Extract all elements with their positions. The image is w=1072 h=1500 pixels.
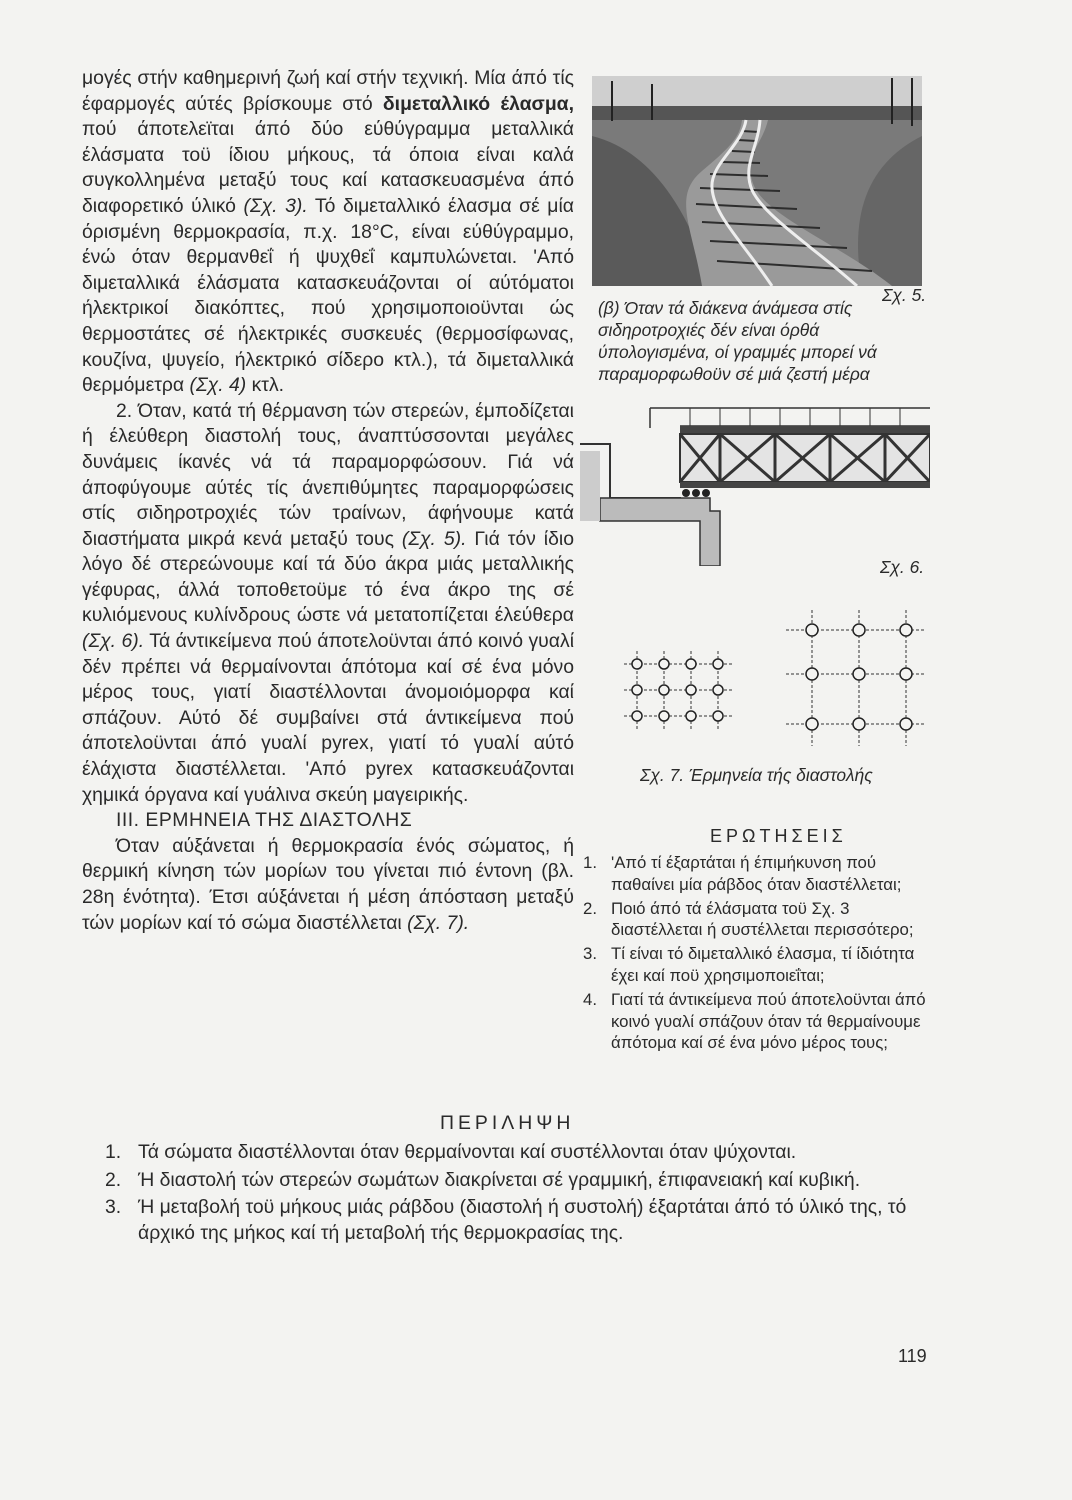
figure-ref: (Σχ. 6).: [82, 630, 145, 653]
section-heading: III. ΕΡΜΗΝΕΙΑ ΤΗΣ ΔΙΑΣΤΟΛΗΣ: [116, 809, 413, 832]
list-item: 1. Τά σώματα διαστέλλονται όταν θερμαίνονται καί συστέλλονται όταν ψύχονται.: [105, 1141, 797, 1163]
summary-list: [105, 1140, 935, 1248]
questions-title: ΕΡΩΤΗΣΕΙΣ: [710, 826, 847, 846]
main-text-column: [82, 66, 574, 936]
fig5-caption: (β) Όταν τά διάκενα άνάμεσα στίς σιδηροτροχιές δέν είναι όρθά ύπολογισμένα, οί γραμμές μπορεί νά παραμορφωθοϋν σέ μιά ζεστή μέρα: [598, 298, 877, 384]
figure-ref: (Σχ. 7).: [407, 911, 470, 934]
lattice-diagram: [616, 606, 936, 756]
rail-track-photo: [592, 76, 922, 286]
fig6-label: Σχ. 6.: [880, 557, 925, 577]
list-item: 2. Ποιό άπό τά έλάσματα τοϋ Σχ. 3 διαστέλλεται ή συστέλλεται περισσότερο;: [583, 898, 914, 940]
bold-term: διμεταλλικό έλασμα,: [382, 92, 574, 115]
figure-ref: (Σχ. 3).: [243, 194, 308, 217]
page-number: 119: [898, 1346, 927, 1366]
fig7-caption: Σχ. 7. Έρμηνεία τής διαστολής: [640, 765, 873, 785]
bridge-diagram: [580, 396, 930, 566]
paragraph-bimetal: μογές στήν καθημερινή ζωή καί στήν τεχνική. Μία άπό τίς έφαρμογές αύτές βρίσκουμε στό διμεταλλικό έλασμα, πού άποτελεϊται άπό δύο εύθύγραμμα μεταλλικά έλάσματα τοϋ ίδιου μήκους, τά όποια είναι καλά συγκολλημένα μεταξύ τους καί κατασκευασμένα άπό διαφορετικό ύλικό (Σχ. 3). Τό διμεταλλικό έλασμα σέ μία όρισμένη θερμοκρασία, π.χ. 18°C, είναι εύθύγραμμο, ένώ όταν θερμανθεΐ ή ψυχθεΐ καμπυλώνεται. 'Από διμεταλλικά έλάσματα κατασκευάζονται οί αύτόματοι ήλεκτρικοί διακόπτες, πού χρησιμοποιοϋνται ώς θερμοστάτες σέ ήλεκτρικές συσκευές (θερμοσίφωνας, κουζίνα, ψυγείο, ήλεκτρικό σίδερο κτλ.), τά διμεταλλικά θερμόμετρα (Σχ. 4) κτλ.: [82, 67, 574, 397]
questions-list: [583, 852, 935, 1056]
list-item: 2. Ή διαστολή τών στερεών σωμάτων διακρίνεται σέ γραμμική, έπιφανειακή καί κυβική.: [105, 1168, 861, 1191]
paragraph-interpretation: Όταν αύξάνεται ή θερμοκρασία ένός σώματος, ή θερμική κίνηση τών μορίων του γίνεται πιό έντονη (βλ. 28η ένότητα). Έτσι αύξάνεται ή μέση άπόσταση μεταξύ τών μορίων καί τό σώμα διαστέλλεται (Σχ. 7).: [82, 834, 574, 934]
summary-title: ΠΕΡΙΛΗΨΗ: [440, 1112, 575, 1134]
figure-ref: (Σχ. 4): [189, 374, 247, 397]
figure-ref: (Σχ. 5).: [401, 527, 467, 550]
paragraph-expansion-forces: 2. Όταν, κατά τή θέρμανση τών στερεών, έμποδίζεται ή έλεύθερη διαστολή τους, άναπτύσσονται μεγάλες δυνάμεις ίκανές νά τά παραμορφώσουν. Γιά νά άποφύγουμε αύτές τίς άνεπιθύμητες παραμορφώσεις στίς σιδηροτροχιές τών τραίνων, άφήνουμε κατά διαστήματα μικρά κενά μεταξύ τους (Σχ. 5). Γιά τόν ίδιο λόγο δέ στερεώνουμε καί τά δύο άκρα μιάς μεταλλικής γέφυρας, άλλά τοποθετοϋμε τό ένα άκρο της σέ κυλιόμενους κυλίνδρους ώστε νά μετατοπίζεται έλεύθερα (Σχ. 6). Τά άντικείμενα πού άποτελοϋνται άπό κοινό γυαλί δέν πρέπει νά θερμαίνονται άπότομα καί σέ ένα μόνο μέρος τους, γιατί διαστέλλονται άνομοιόμορφα καί σπάζουν. Αύτό δέ συμβαίνει στά άντικείμενα πού άποτελοϋνται άπό γυαλί pyrex, γιατί τό γυαλί αύτό έλάχιστα διαστέλλεται. 'Από pyrex κατασκευάζονται χημικά όργανα καί γυάλινα σκεύη μαγειρικής.: [82, 399, 575, 806]
list-item: 3. Τί είναι τό διμεταλλικό έλασμα, τί ίδιότητα έχει καί ποϋ χρησιμοποιεΐται;: [583, 944, 915, 985]
list-item: 1. 'Από τί έξαρτάται ή έπιμήκυνση πού παθαίνει μία ράβδος όταν διαστέλλεται;: [583, 853, 902, 894]
fig5-label: Σχ. 5.: [882, 285, 927, 305]
list-item: 3. Ή μεταβολή τοϋ μήκους μιάς ράβδου (διαστολή ή συστολή) έξαρτάται άπό τό ύλικό της, τό άρχικό της μήκος καί τή μεταβολή τής θερμοκρασίας της.: [105, 1196, 907, 1244]
list-item: 4. Γιατί τά άντικείμενα πού άποτελοϋνται άπό κοινό γυαλί σπάζουν όταν τά θερμαίνουμε άπότομα καί σέ ένα μόνο μέρος τους;: [583, 989, 926, 1053]
